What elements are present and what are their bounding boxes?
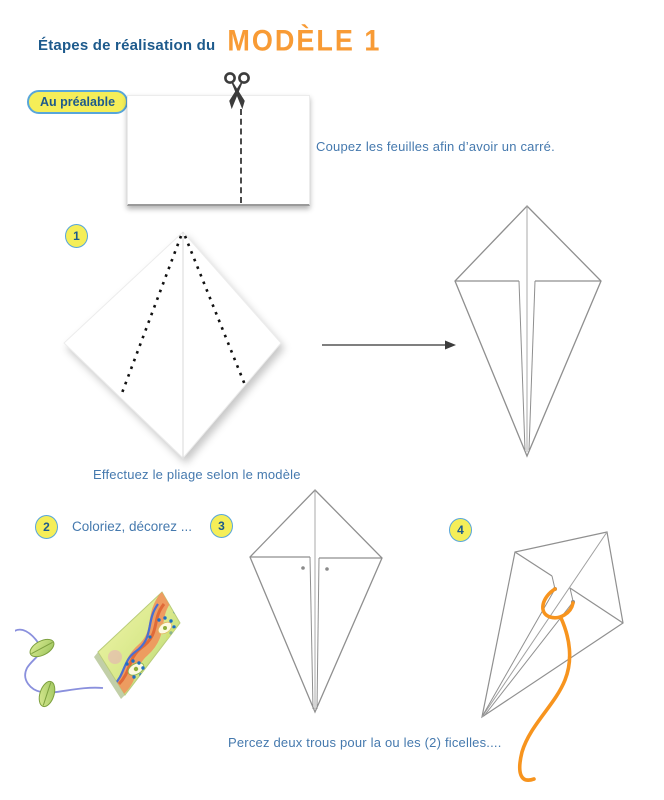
cut-dashed-line: [240, 109, 242, 203]
arrow-right-icon: [320, 337, 462, 353]
step-2-number-label: 2: [43, 520, 50, 534]
decorated-kite-illustration: [15, 582, 197, 720]
step-2-number: [35, 515, 58, 539]
diamond-fold-diagram: [55, 218, 295, 470]
prelim-badge: Au préalable: [27, 90, 128, 114]
title-model-name: MODÈLE 1: [227, 24, 382, 58]
prelim-caption: Coupez les feuilles afin d’avoir un carré.: [316, 139, 555, 154]
page-title: [38, 26, 381, 57]
step-4-number: [449, 518, 472, 542]
scissors-icon: [221, 70, 253, 112]
kite-holes-diagram: [240, 483, 392, 723]
step-1-caption: Effectuez le pliage selon le modèle: [93, 467, 301, 482]
title-prefix: Étapes de réalisation du: [38, 37, 216, 54]
step-3-number: [210, 514, 233, 538]
step-1-number-label: 1: [73, 229, 80, 243]
step-3-number-label: 3: [218, 519, 225, 533]
kite-folded-diagram: [445, 200, 615, 462]
step-4-caption: Percez deux trous pour la ou les (2) ficelles....: [228, 735, 502, 750]
paper-sheet-diagram: [127, 95, 310, 206]
step-4-number-label: 4: [457, 523, 464, 537]
kite-string-diagram: [470, 518, 642, 793]
step-2-label: Coloriez, décorez ...: [72, 519, 193, 534]
